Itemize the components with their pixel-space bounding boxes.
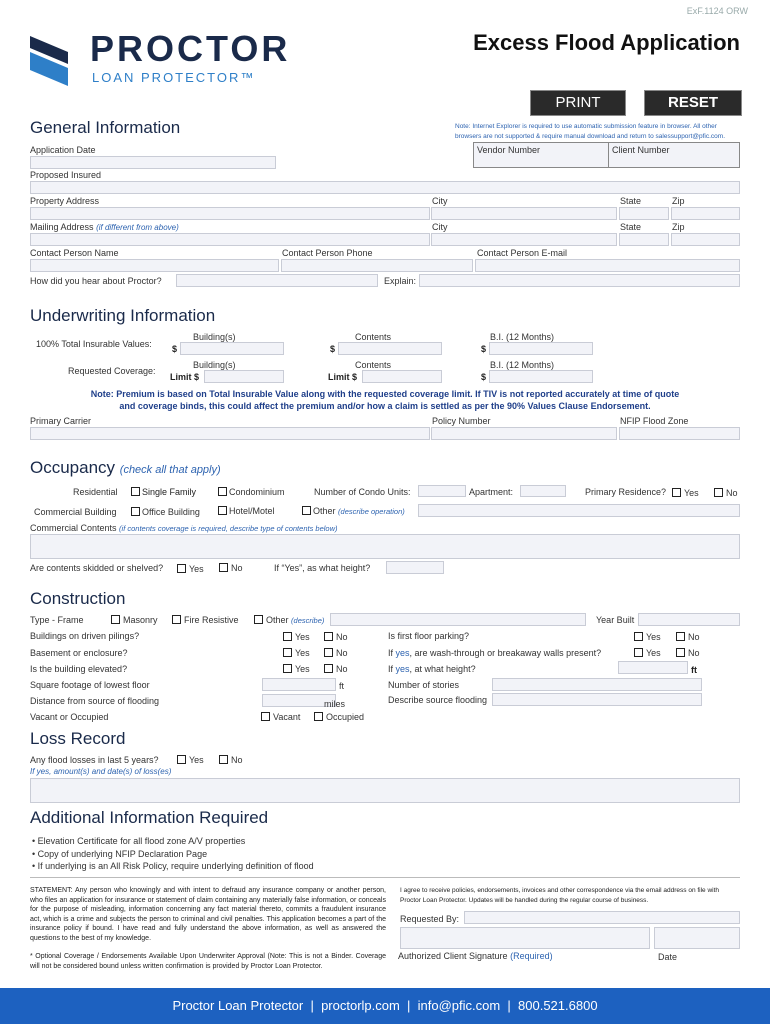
logo-name: PROCTOR [90,28,291,69]
height-label: If yes, at what height? [388,664,476,674]
office-building-checkbox[interactable] [131,507,140,516]
state-field[interactable] [619,207,669,220]
zip-label: Zip [672,196,685,206]
bi-label: B.I. (12 Months) [490,332,555,342]
policy-number-label: Policy Number [432,416,491,426]
tiv-buildings-field[interactable] [180,342,284,355]
pilings-label: Buildings on driven pilings? [30,631,140,641]
browser-note-line2: browsers are not supported & require manual download and return to salessupport@pfic.com. [455,133,725,140]
skidded-height-field[interactable] [386,561,444,574]
additional-heading: Additional Information Required [30,808,269,827]
basement-no-label: No [336,648,348,658]
washthrough-yes-label: Yes [646,648,661,658]
primary-residence-yes-checkbox[interactable] [672,488,681,497]
print-button[interactable]: PRINT [530,90,626,116]
optional-note: * Optional Coverage / Endorsements Available Upon Underwriter Approval (Note: This is not a Binder. Coverage will not be considered bound unless written confirmation is provided by Proctor Loan Protector. [30,953,386,970]
loss-no-label: No [231,755,243,765]
parking-yes-label: Yes [646,632,661,642]
contents-hint: (if contents coverage is required, describe type of contents below) [119,524,338,533]
contact-email-label: Contact Person E-mail [477,248,568,258]
parking-label: Is first floor parking? [388,631,470,641]
mailing-state-field[interactable] [619,233,669,246]
washthrough-yes-checkbox[interactable] [634,648,643,657]
contact-name-label: Contact Person Name [30,248,119,258]
zip-field[interactable] [671,207,740,220]
req-contents-limit: Limit $ [328,372,358,382]
application-date-field[interactable] [30,156,276,169]
city-label: City [432,196,448,206]
vacant-label: Vacant [273,712,301,722]
elevated-no-label: No [336,664,348,674]
premium-note-2: and coverage binds, this could affect the premium and/or how a claim is settled as per the 90% Values Clause Endorsement. [119,401,651,411]
parking-no-label: No [688,632,700,642]
occupancy-heading: Occupancy (check all that apply) [30,458,221,477]
req-contents-field[interactable] [362,370,442,383]
elevated-no-checkbox[interactable] [324,664,333,673]
other-construction-hint: (describe) [291,616,325,625]
construction-heading: Construction [30,589,126,608]
condo-units-label: Number of Condo Units: [314,487,411,497]
proposed-insured-label: Proposed Insured [30,170,102,180]
primary-residence-no-label: No [726,488,738,498]
apartment-label: Apartment: [469,487,514,497]
city-field[interactable] [431,207,617,220]
mailing-address-field[interactable] [30,233,430,246]
basement-yes-checkbox[interactable] [283,648,292,657]
date-field[interactable] [654,927,740,949]
explain-field[interactable] [419,274,740,287]
condominium-label: Condominium [229,487,285,497]
buildings-label-2: Building(s) [193,360,236,370]
commercial-building-label: Commercial Building [34,507,117,517]
consent-text: I agree to receive policies, endorsements, invoices and other correspondence via the email address on file with Proctor Loan Protector. Updates will be handled during the regular course of business. [400,887,720,904]
property-address-field[interactable] [30,207,430,220]
commercial-contents-field[interactable] [30,534,740,559]
apartment-field[interactable] [520,485,566,497]
date-label: Date [658,952,678,962]
hotel-motel-label: Hotel/Motel [229,506,275,516]
client-number-label: Client Number [612,145,670,155]
other-operation-checkbox[interactable] [302,506,311,515]
req-buildings-field[interactable] [204,370,284,383]
commercial-contents-label: Commercial Contents (if contents coverage is required, describe type of contents below) [30,523,338,533]
skidded-label: Are contents skidded or shelved? [30,563,164,573]
condominium-checkbox[interactable] [218,487,227,496]
masonry-checkbox[interactable] [111,615,120,624]
loss-heading: Loss Record [30,729,126,748]
nfip-zone-field[interactable] [619,427,740,440]
hotel-motel-checkbox[interactable] [218,506,227,515]
elevated-yes-label: Yes [295,664,310,674]
contents-label: Contents [355,332,392,342]
tiv-label: 100% Total Insurable Values: [36,339,152,349]
mailing-address-label: Mailing Address (if different from above) [30,222,179,232]
mailing-state-label: State [620,222,642,232]
application-date-label: Application Date [30,145,96,155]
describe-source-label: Describe source flooding [388,695,488,705]
skidded-yes-label: Yes [189,564,204,574]
bi-label-2: B.I. (12 Months) [490,360,555,370]
skidded-no-checkbox[interactable] [219,563,228,572]
basement-no-checkbox[interactable] [324,648,333,657]
stories-field[interactable] [492,678,702,691]
pilings-no-checkbox[interactable] [324,632,333,641]
skidded-no-label: No [231,563,243,573]
loss-yes-label: Yes [189,755,204,765]
distance-unit: miles [324,699,346,709]
heard-select[interactable] [176,274,378,287]
sqft-unit: ft [339,681,345,691]
pilings-yes-checkbox[interactable] [283,632,292,641]
skidded-height-label: If “Yes”, as what height? [274,563,371,573]
other-operation-hint: (describe operation) [338,507,405,516]
contact-name-field[interactable] [30,259,279,272]
parking-yes-checkbox[interactable] [634,632,643,641]
vacant-checkbox[interactable] [261,712,270,721]
describe-source-field[interactable] [492,693,702,706]
distance-label: Distance from source of flooding [30,696,160,706]
form-code: ExF.1124 ORW [686,6,748,16]
fire-resistive-label: Fire Resistive [184,615,239,625]
single-family-label: Single Family [142,487,197,497]
occupied-checkbox[interactable] [314,712,323,721]
primary-residence-yes-label: Yes [684,488,699,498]
tiv-contents-dollar: $ [330,344,336,354]
footer-text: Proctor Loan Protector | proctorlp.com | info@pfic.com | 800.521.6800 [172,998,598,1013]
underwriting-heading: Underwriting Information [30,306,216,325]
other-construction-field[interactable] [330,613,586,626]
height-unit: ft [691,665,697,675]
occupied-label: Occupied [326,712,365,722]
residential-label: Residential [73,487,118,497]
loss-no-checkbox[interactable] [219,755,228,764]
logo-mark-icon [28,30,74,88]
loss-details-field[interactable] [30,778,740,803]
mailing-city-field[interactable] [431,233,617,246]
condo-units-field[interactable] [418,485,466,497]
signature-required: (Required) [510,951,553,961]
mailing-zip-field[interactable] [671,233,740,246]
sqft-label: Square footage of lowest floor [30,680,150,690]
fire-resistive-checkbox[interactable] [172,615,181,624]
premium-note-1: Note: Premium is based on Total Insurable Value along with the requested coverage limit. If TIV is not reported accurately at time of quote [90,389,680,399]
policy-number-field[interactable] [431,427,617,440]
signature-label: Authorized Client Signature (Required) [398,951,553,961]
nfip-zone-label: NFIP Flood Zone [620,416,689,426]
tiv-contents-field[interactable] [338,342,442,355]
other-construction-checkbox[interactable] [254,615,263,624]
requested-by-field[interactable] [464,911,740,924]
skidded-yes-checkbox[interactable] [177,564,186,573]
page-title: Excess Flood Application [473,30,740,55]
loss-hint: If yes, amount(s) and date(s) of loss(es) [30,767,172,776]
logo [28,28,291,90]
elevated-label: Is the building elevated? [30,664,128,674]
other-operation-label: Other (describe operation) [313,506,405,516]
additional-bullet-1: • Elevation Certificate for all flood zone A/V properties [32,836,246,846]
pilings-yes-label: Yes [295,632,310,642]
additional-bullet-2: • Copy of underlying NFIP Declaration Page [32,849,208,859]
tiv-bi-field[interactable] [489,342,593,355]
contact-phone-label: Contact Person Phone [282,248,373,258]
browser-note-line1: Note: Internet Explorer is required to use automatic submission feature in browser. All other [455,123,717,130]
heard-label: How did you hear about Proctor? [30,276,162,286]
parking-no-checkbox[interactable] [676,632,685,641]
pilings-no-label: No [336,632,348,642]
other-operation-field[interactable] [418,504,740,517]
logo-tagline: LOAN PROTECTOR™ [92,70,256,85]
primary-residence-label: Primary Residence? [585,487,667,497]
requested-label: Requested Coverage: [68,366,156,376]
sqft-field[interactable] [262,678,336,691]
mailing-city-label: City [432,222,448,232]
fraud-statement: STATEMENT: Any person who knowingly and with intent to defraud any insurance company or another person, who files an application for insurance or statement of claim containing any materially false information, or conceals for the purpose of misleading, information concerning any fact material thereto, commits a fraudulent insurance act, which is a crime and subjects the person to criminal and civil penalties. This application becomes a part of the insurance policy if bound. I have read and fully understand the above information, as well as answered the questions to the best of my knowledge. [30,887,386,942]
office-building-label: Office Building [142,507,200,517]
loss-question-label: Any flood losses in last 5 years? [30,755,159,765]
primary-carrier-label: Primary Carrier [30,416,92,426]
washthrough-no-label: No [688,648,700,658]
occupancy-hint: (check all that apply) [119,464,221,476]
type-frame-label: Type - Frame [30,615,84,625]
contact-email-field[interactable] [475,259,740,272]
contents-label-2: Contents [355,360,392,370]
basement-label: Basement or enclosure? [30,648,128,658]
primary-residence-no-checkbox[interactable] [714,488,723,497]
washthrough-label: If yes, are wash-through or breakaway walls present? [388,648,602,658]
tiv-bi-dollar: $ [481,344,487,354]
masonry-label: Masonry [123,615,158,625]
washthrough-no-checkbox[interactable] [676,648,685,657]
signature-field[interactable] [400,927,650,949]
year-built-field[interactable] [638,613,740,626]
additional-bullet-3: • If underlying is an All Risk Policy, require underlying definition of flood [32,861,314,871]
mailing-hint: (if different from above) [96,223,179,232]
basement-yes-label: Yes [295,648,310,658]
other-construction-label: Other (describe) [266,615,325,625]
mailing-zip-label: Zip [672,222,685,232]
explain-label: Explain: [384,276,417,286]
reset-button[interactable]: RESET [644,90,742,116]
buildings-label: Building(s) [193,332,236,342]
proposed-insured-field[interactable] [30,181,740,194]
req-buildings-limit: Limit $ [170,372,200,382]
primary-carrier-field[interactable] [30,427,430,440]
year-built-label: Year Built [596,615,635,625]
requested-by-label: Requested By: [400,914,460,924]
general-heading: General Information [30,118,181,137]
property-address-label: Property Address [30,196,100,206]
single-family-checkbox[interactable] [131,487,140,496]
vacant-occupied-label: Vacant or Occupied [30,712,109,722]
height-field[interactable] [618,661,688,674]
state-label: State [620,196,642,206]
tiv-buildings-dollar: $ [172,344,178,354]
stories-label: Number of stories [388,680,460,690]
loss-yes-checkbox[interactable] [177,755,186,764]
contact-phone-field[interactable] [281,259,473,272]
req-bi-dollar: $ [481,372,487,382]
req-bi-field[interactable] [489,370,593,383]
elevated-yes-checkbox[interactable] [283,664,292,673]
vendor-number-label: Vendor Number [477,145,541,155]
